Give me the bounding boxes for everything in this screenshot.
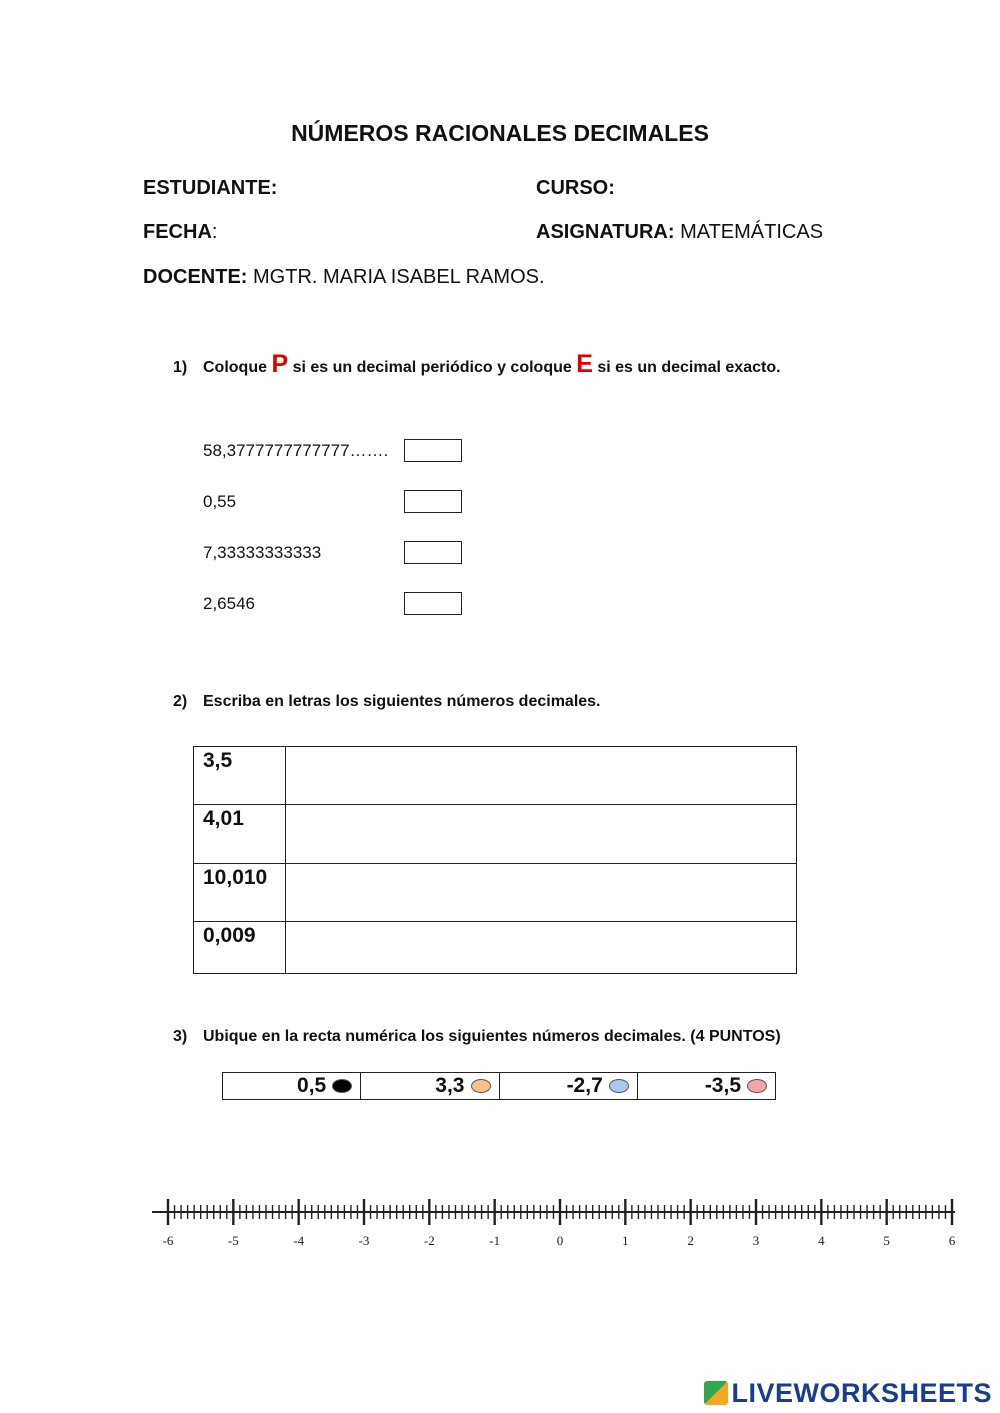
decimal-item-4: 2,6546	[203, 594, 255, 613]
number-line-label: 2	[687, 1233, 694, 1248]
answer-cell-3[interactable]	[286, 864, 797, 922]
point-cell: -2,7	[499, 1073, 637, 1100]
point-cell: -3,5	[637, 1073, 775, 1100]
number-line-label: 1	[622, 1233, 629, 1248]
decimal-cell: 3,5	[194, 747, 286, 805]
decimal-cell: 4,01	[194, 805, 286, 864]
decimal-cell: 0,009	[194, 922, 286, 974]
blue-dot-icon[interactable]	[609, 1079, 629, 1093]
number-line-label: -2	[423, 1233, 435, 1248]
table-row	[194, 747, 797, 805]
words-table	[193, 746, 797, 974]
liveworksheets-logo: LIVEWORKSHEETS	[704, 1378, 992, 1409]
orange-dot-icon[interactable]	[471, 1079, 491, 1093]
asignatura-field: ASIGNATURA: MATEMÁTICAS	[536, 221, 824, 243]
logo-icon	[704, 1381, 728, 1405]
page-title: NÚMEROS RACIONALES DECIMALES	[291, 120, 709, 146]
decimal-item-3: 7,33333333333	[203, 543, 322, 562]
letter-p: P	[271, 350, 289, 378]
table-row	[194, 864, 797, 922]
answer-box-3[interactable]	[404, 541, 462, 564]
black-dot-icon[interactable]	[332, 1079, 352, 1093]
decimal-cell: 10,010	[194, 864, 286, 922]
answer-box-4[interactable]	[404, 592, 462, 615]
question-3-prompt: 3) Ubique en la recta numérica los siguientes números decimales. (4 PUNTOS)	[173, 1028, 781, 1045]
number-line-label: -3	[358, 1233, 370, 1248]
number-line-label: 5	[883, 1233, 890, 1248]
curso-label: CURSO:	[536, 177, 615, 199]
answer-cell-2[interactable]	[286, 805, 797, 864]
docente-field: DOCENTE: MGTR. MARIA ISABEL RAMOS.	[143, 266, 545, 288]
letter-e: E	[576, 350, 593, 378]
points-table	[222, 1072, 776, 1100]
answer-box-1[interactable]	[404, 439, 462, 462]
answer-cell-4[interactable]	[286, 922, 797, 974]
number-line-label: 0	[556, 1233, 564, 1248]
number-line-label: 6	[948, 1233, 956, 1248]
number-line-label: -4	[293, 1233, 305, 1248]
table-row	[223, 1073, 776, 1100]
number-line-label: 4	[818, 1233, 825, 1248]
decimal-item-2: 0,55	[203, 492, 237, 511]
number-line	[150, 1190, 960, 1260]
decimal-item-1: 58,3777777777777…….	[203, 441, 389, 460]
estudiante-label: ESTUDIANTE:	[143, 177, 278, 199]
fecha-label: FECHA:	[143, 221, 218, 243]
number-line-label: -6	[162, 1233, 174, 1248]
red-dot-icon[interactable]	[747, 1079, 767, 1093]
point-cell: 0,5	[223, 1073, 361, 1100]
number-line-label: 3	[752, 1233, 760, 1248]
answer-cell-1[interactable]	[286, 747, 797, 805]
question-2-prompt: 2) Escriba en letras los siguientes números decimales.	[173, 693, 601, 710]
question-1-prompt: 1) Coloque P si es un decimal periódico y coloque E si es un decimal exacto.	[173, 350, 781, 378]
point-cell: 3,3	[361, 1073, 499, 1100]
answer-box-2[interactable]	[404, 490, 462, 513]
table-row	[194, 805, 797, 864]
number-line-label: -1	[489, 1233, 501, 1248]
table-row	[194, 922, 797, 974]
number-line-label: -5	[227, 1233, 239, 1248]
